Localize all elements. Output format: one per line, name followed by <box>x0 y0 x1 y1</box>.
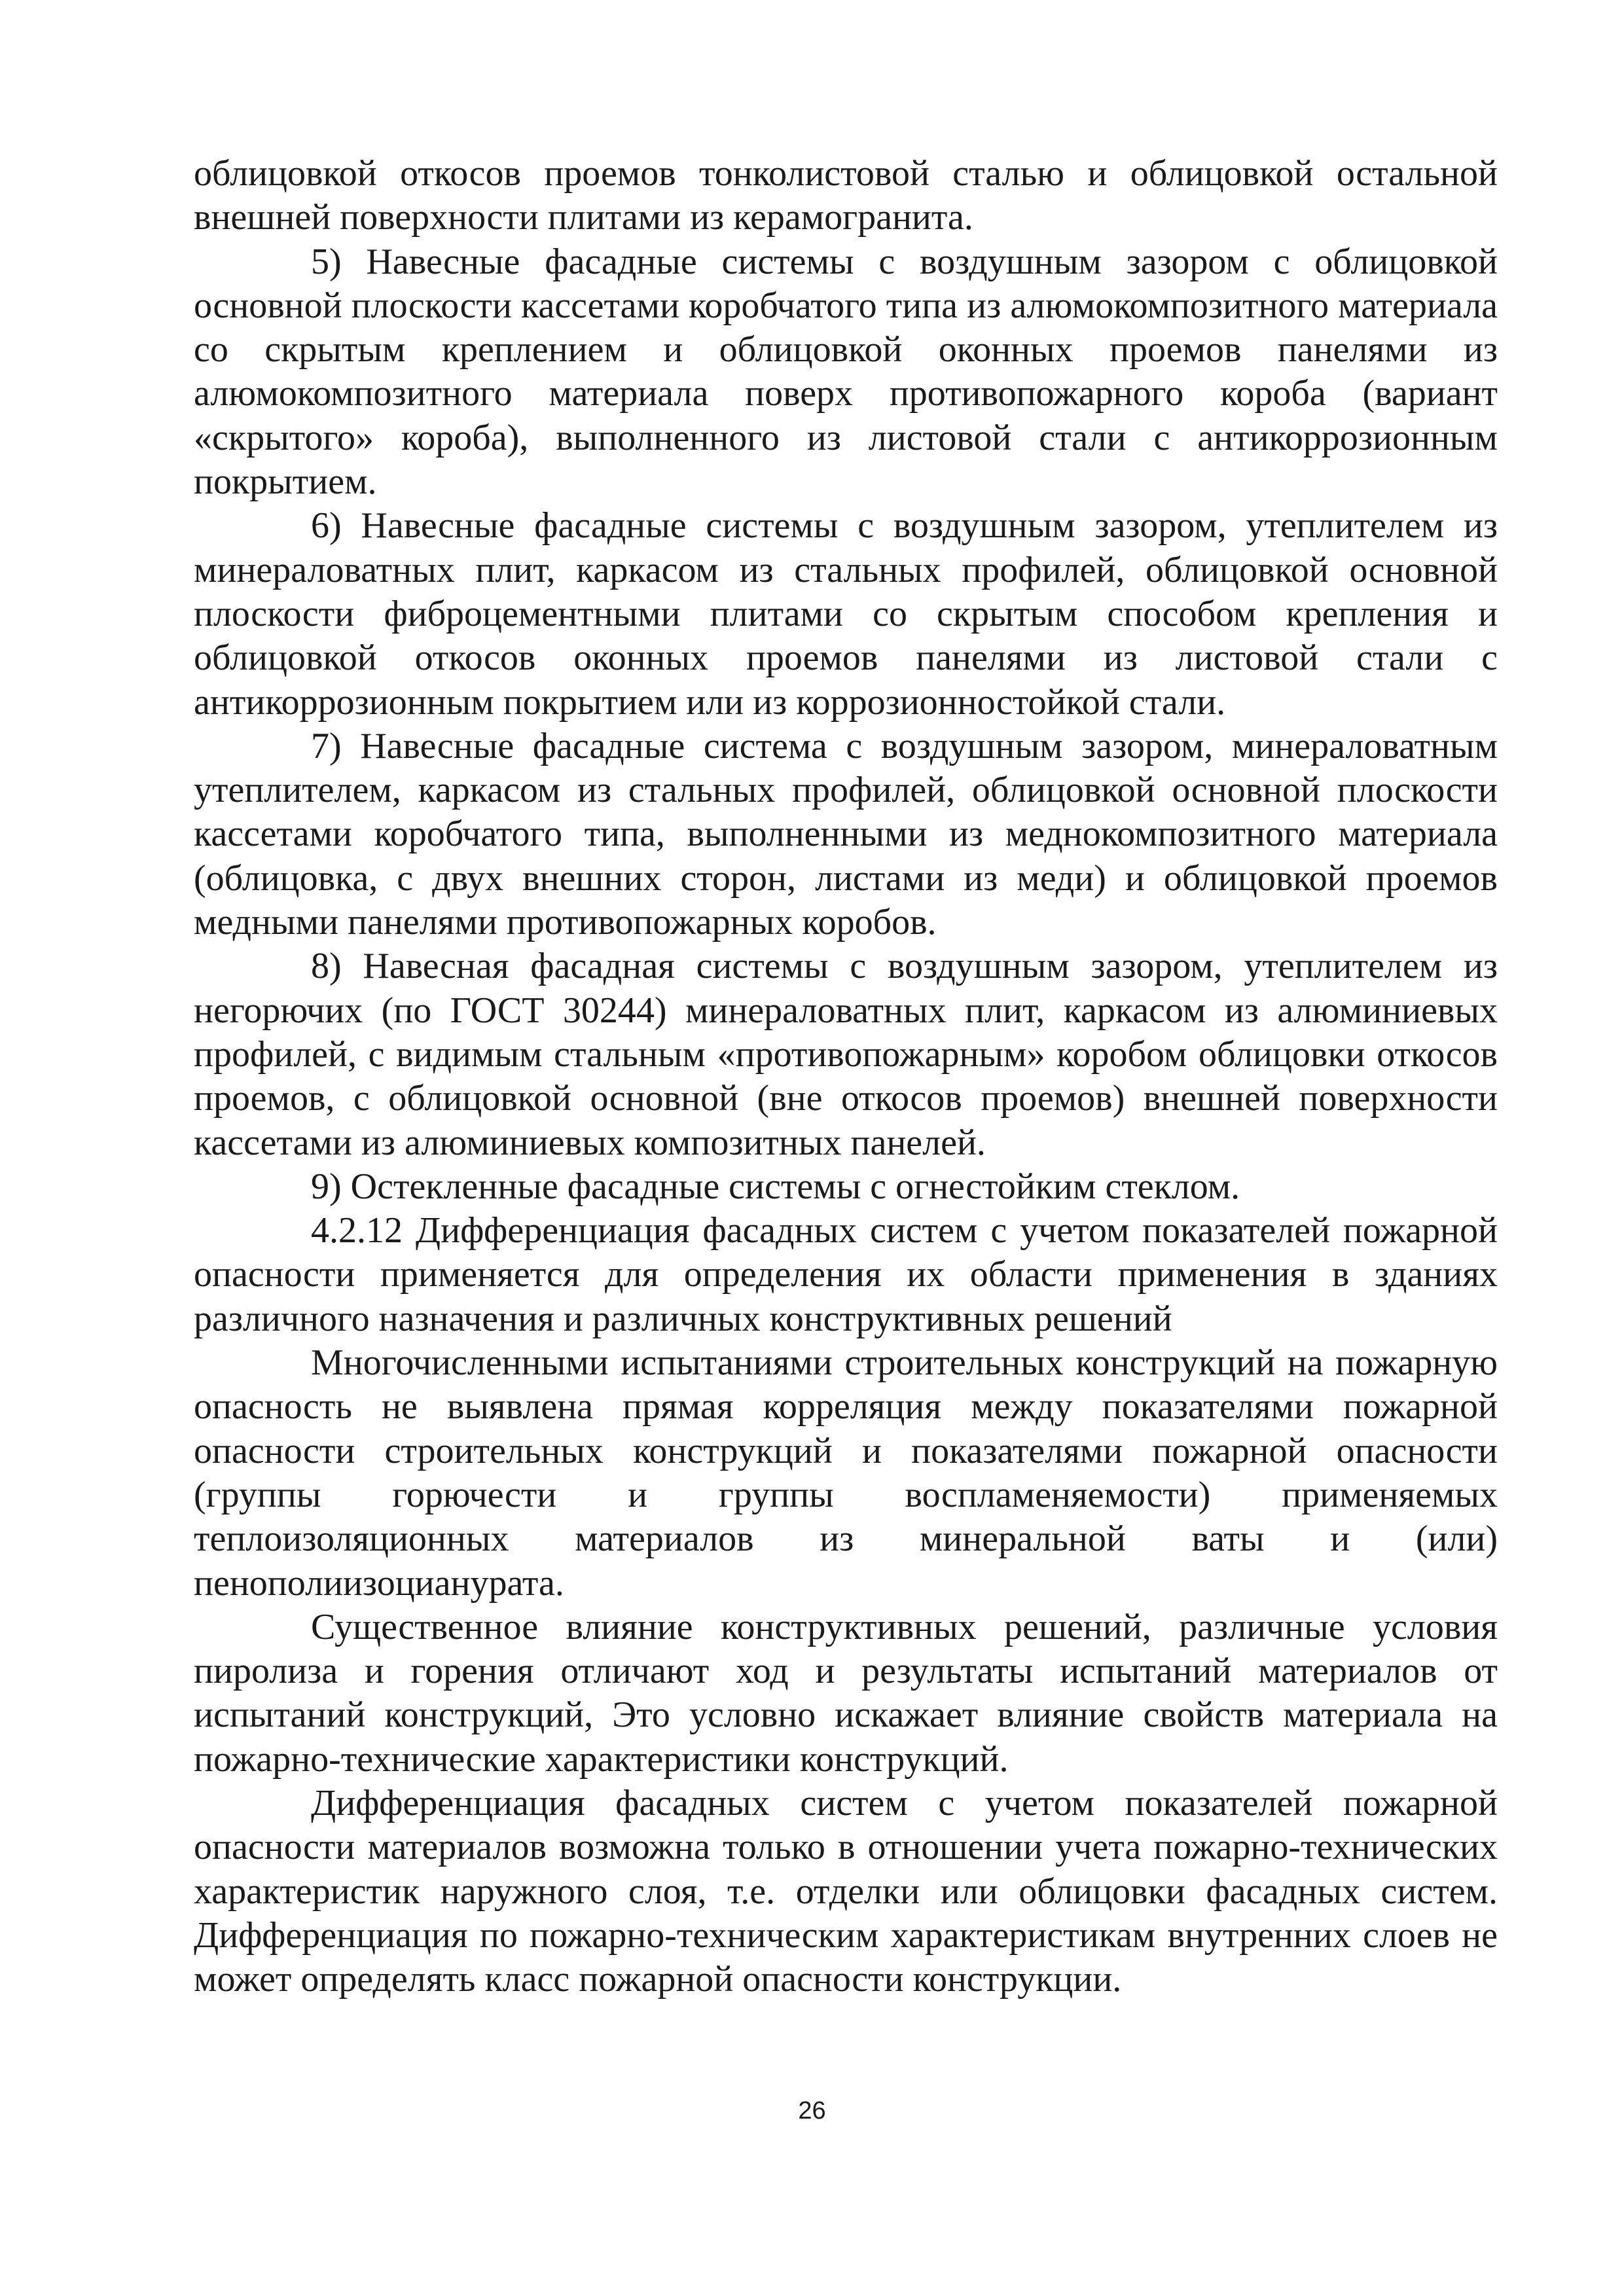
paragraph-item-5: 5) Навесные фасадные системы с воздушным зазором с облицовкой основной плоскости кассетами коробчатого типа из алюмокомпозитного материала со скрытым креплением и облицовкой оконных проемов панелями из алюмокомпозитного материала поверх противопожарного короба (вариант «скрытого» короба), выполненного из листовой стали с антикоррозионным покрытием. <box>194 241 1498 503</box>
page-number: 26 <box>798 2097 826 2125</box>
paragraph-differentiation: Дифференциация фасадных систем с учетом показателей пожарной опасности материалов возможна только в отношении учета пожарно-технических характеристик наружного слоя, т.е. отделки или облицовки фасадных систем. Дифференциация по пожарно-техническим характеристикам внутренних слоев не может определять класс пожарной опасности конструкции. <box>194 1782 1498 2000</box>
paragraph-item-8: 8) Навесная фасадная системы с воздушным зазором, утеплителем из негорючих (по ГОСТ 30244) минераловатных плит, каркасом из алюминиевых профилей, с видимым стальным «противопожарным» коробом облицовки откосов проемов, с облицовкой основной (вне откосов проемов) внешней поверхности кассетами из алюминиевых композитных панелей. <box>194 946 1498 1163</box>
paragraph-item-6: 6) Навесные фасадные системы с воздушным зазором, утеплителем из минераловатных плит, каркасом из стальных профилей, облицовкой основной плоскости фиброцементными плитами со скрытым способом крепления и облицовкой откосов оконных проемов панелями из листовой стали с антикоррозионным покрытием или из коррозионностойкой стали. <box>194 505 1498 723</box>
paragraph-tests: Многочисленными испытаниями строительных конструкций на пожарную опасность не выявлена прямая корреляция между показателями пожарной опасности строительных конструкций и показателями пожарной опасности (группы горючести и группы воспламеняемости) применяемых теплоизоляционных материалов из минеральной ваты и (или) пенополиизоцианурата. <box>194 1342 1498 1604</box>
paragraph-influence: Существенное влияние конструктивных решений, различные условия пиролиза и горения отличают ход и результаты испытаний материалов от испытаний конструкций, Это условно искажает влияние свойств материала на пожарно-технические характеристики конструкций. <box>194 1606 1498 1780</box>
paragraph-continuation: облицовкой откосов проемов тонколистовой сталью и облицовкой остальной внешней поверхности плитами из керамогранита. <box>194 153 1498 238</box>
paragraph-item-9: 9) Остекленные фасадные системы с огнестойким стеклом. <box>311 1166 1240 1207</box>
paragraph-item-7: 7) Навесные фасадные система с воздушным зазором, минераловатным утеплителем, каркасом из стальных профилей, облицовкой основной плоскости кассетами коробчатого типа, выполненными из меднокомпозитного материала (облицовка, с двух внешних сторон, листами из меди) и облицовкой проемов медными панелями противопожарных коробов. <box>194 725 1498 943</box>
paragraph-section-4-2-12: 4.2.12 Дифференциация фасадных систем с учетом показателей пожарной опасности применяется для определения их области применения в зданиях различного назначения и различных конструктивных решений <box>194 1210 1498 1339</box>
document-page <box>194 152 1498 2001</box>
